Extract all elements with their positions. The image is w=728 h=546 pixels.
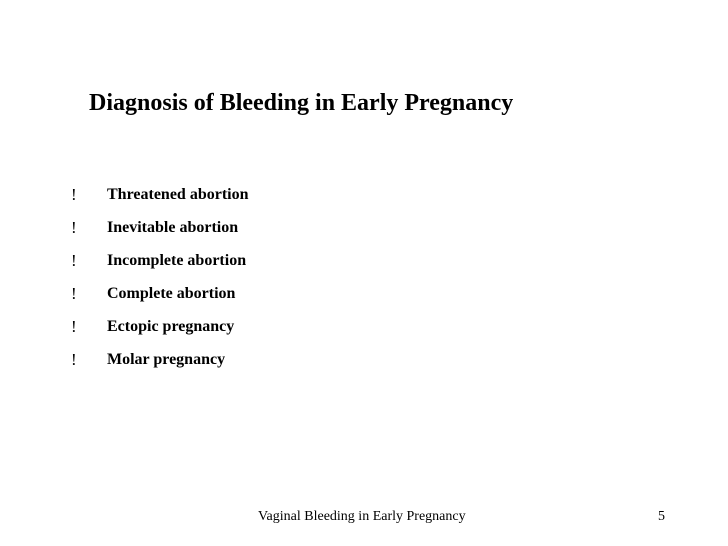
bullet-icon: ! bbox=[71, 283, 77, 303]
slide-footer: Vaginal Bleeding in Early Pregnancy bbox=[258, 509, 466, 524]
list-item bbox=[66, 211, 248, 244]
bullet-icon: ! bbox=[71, 349, 77, 369]
bullet-icon: ! bbox=[71, 316, 77, 336]
bullet-icon: ! bbox=[71, 250, 77, 270]
slide-title: Diagnosis of Bleeding in Early Pregnancy bbox=[89, 90, 514, 116]
bullet-text: Threatened abortion bbox=[107, 185, 249, 203]
bullet-text: Molar pregnancy bbox=[107, 350, 226, 368]
bullet-list bbox=[66, 178, 248, 376]
list-item bbox=[66, 244, 248, 277]
list-item bbox=[66, 343, 248, 376]
bullet-icon: ! bbox=[71, 217, 77, 237]
list-item bbox=[66, 310, 248, 343]
bullet-text: Ectopic pregnancy bbox=[107, 317, 235, 335]
list-item bbox=[66, 178, 248, 211]
bullet-text: Inevitable abortion bbox=[107, 218, 239, 236]
bullet-text: Incomplete abortion bbox=[107, 251, 247, 269]
list-item bbox=[66, 277, 248, 310]
page-number: 5 bbox=[658, 509, 665, 524]
bullet-text: Complete abortion bbox=[107, 284, 236, 302]
bullet-icon: ! bbox=[71, 184, 77, 204]
